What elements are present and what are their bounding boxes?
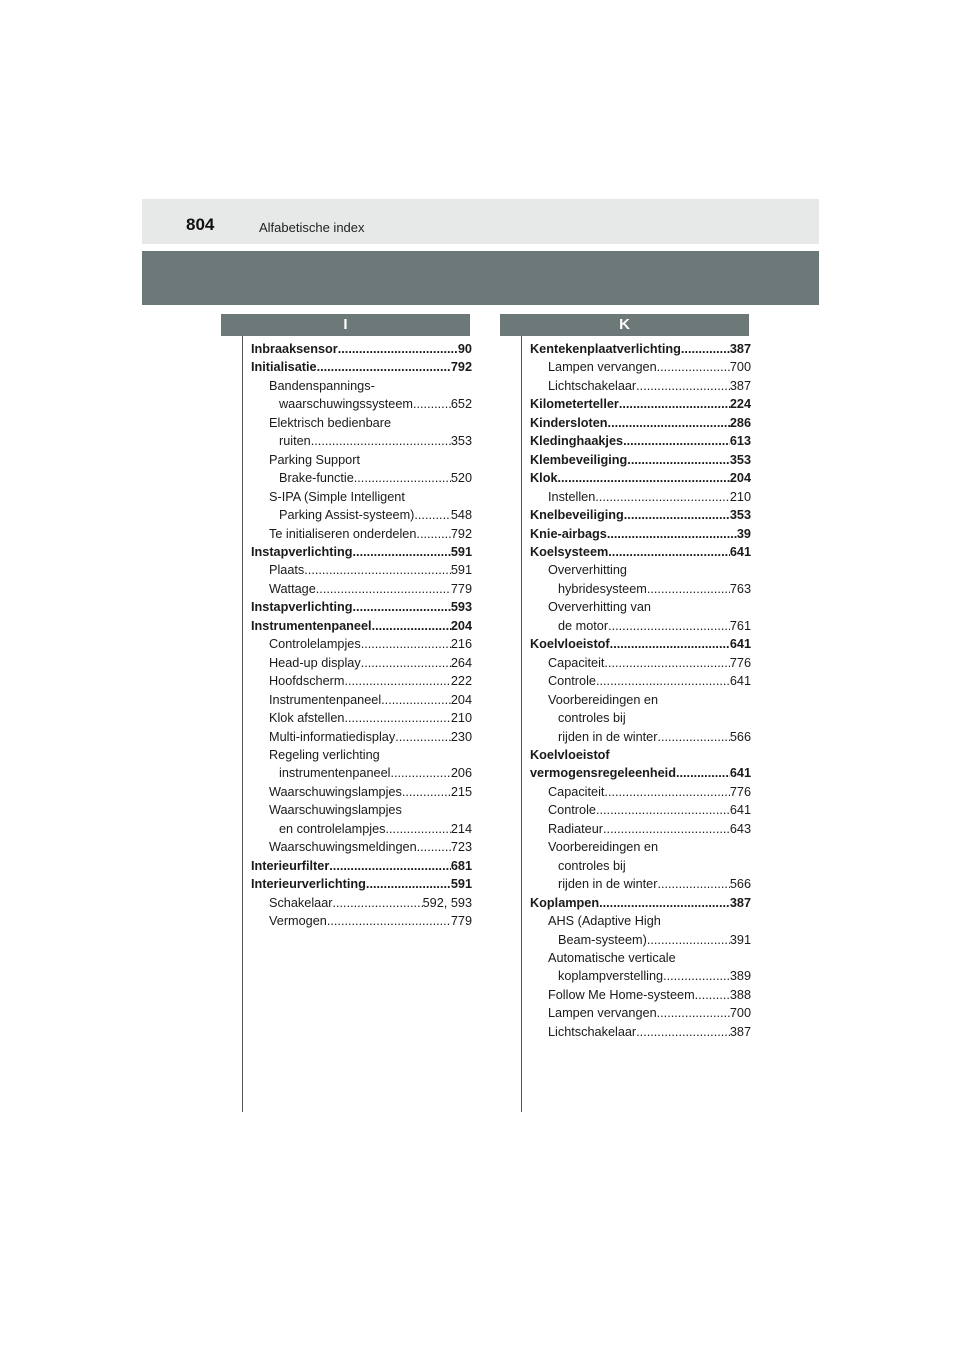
page-reference: 210 — [450, 711, 472, 726]
entry-text: Controle — [548, 803, 596, 818]
index-entry — [530, 746, 751, 783]
index-entry — [251, 598, 472, 616]
entry-text: Multi-informatiedisplay — [269, 729, 396, 744]
entry-text: Interieurverlichting — [251, 877, 366, 892]
dot-leader — [599, 894, 730, 912]
entry-text: Regeling verlichting — [269, 747, 380, 762]
entry-text: Klok — [530, 471, 558, 486]
page-reference: 591 — [450, 544, 472, 559]
dot-leader — [381, 691, 451, 709]
column-divider — [242, 336, 243, 1112]
index-entry — [530, 469, 751, 487]
index-subentry — [530, 820, 751, 838]
dot-leader — [623, 432, 730, 450]
dot-leader — [361, 654, 451, 672]
index-entry — [251, 617, 472, 635]
index-subentry — [530, 783, 751, 801]
page-reference: 641 — [729, 803, 751, 818]
dot-leader — [624, 506, 730, 524]
entry-text: Kledinghaakjes — [530, 434, 624, 449]
dot-leader — [636, 1023, 730, 1041]
header-title: Alfabetische index — [259, 220, 365, 235]
page-reference: 90 — [457, 342, 472, 356]
letter-heading-k: K — [500, 314, 749, 336]
dot-leader — [317, 358, 451, 376]
dot-leader — [676, 764, 730, 782]
letter-heading-i: I — [221, 314, 470, 336]
page-reference: 591 — [450, 877, 472, 892]
dot-leader — [402, 783, 451, 801]
dot-leader — [608, 617, 730, 635]
page-reference: 776 — [729, 784, 751, 799]
entry-text: Plaats — [269, 563, 305, 578]
page-reference: 210 — [729, 489, 751, 504]
page-reference: 641 — [729, 637, 751, 652]
index-subentry — [251, 691, 472, 709]
page-reference: 353 — [450, 434, 472, 449]
entry-text: Koelvloeistof — [530, 637, 610, 652]
entry-text: Oververhitting van — [548, 600, 651, 615]
dot-leader — [372, 617, 451, 635]
dot-leader — [361, 635, 451, 653]
page-reference: 353 — [729, 452, 751, 467]
entry-text: Elektrisch bedienbare — [269, 415, 392, 430]
dot-leader — [558, 469, 730, 487]
entry-text: Lampen vervangen — [548, 1006, 657, 1021]
index-subentry — [530, 654, 751, 672]
entry-text: S-IPA (Simple Intelligent — [269, 489, 405, 504]
entry-text: Te initialiseren onderdelen — [269, 526, 417, 541]
dot-leader — [627, 451, 730, 469]
page-reference: 204 — [450, 692, 472, 707]
column-divider — [521, 336, 522, 1112]
index-entry — [530, 543, 751, 561]
index-subentry — [530, 377, 751, 395]
page-reference: 204 — [450, 618, 472, 633]
page-reference: 641 — [729, 674, 751, 689]
entry-text: Instapverlichting — [251, 600, 353, 615]
dot-leader — [413, 395, 451, 413]
page-reference: 591 — [450, 563, 472, 578]
entry-text: vermogensregeleenheid — [530, 766, 676, 781]
dot-leader — [417, 838, 451, 856]
entry-text: Lichtschakelaar — [548, 378, 637, 393]
header-bar — [142, 199, 819, 244]
index-subentry — [530, 358, 751, 376]
entry-text: Koelvloeistof — [530, 747, 610, 762]
index-entry — [530, 525, 751, 543]
page-reference: 681 — [450, 858, 472, 873]
entry-text: Head-up display — [269, 655, 361, 670]
entry-text: Brake-functie — [279, 471, 354, 486]
page-reference: 204 — [729, 471, 751, 486]
index-entry — [530, 340, 751, 358]
entry-text: de motor — [558, 618, 609, 633]
index-subentry — [530, 986, 751, 1004]
entry-text: Kentekenplaatverlichting — [530, 342, 681, 356]
dot-leader — [386, 820, 451, 838]
page-reference: 592, 593 — [422, 895, 472, 910]
dot-leader — [657, 728, 729, 746]
entry-text: rijden in de winter — [558, 729, 658, 744]
index-entry — [530, 432, 751, 450]
entry-text: Vermogen — [269, 914, 327, 929]
page-reference: 566 — [729, 729, 751, 744]
dot-leader — [657, 358, 730, 376]
page-reference: 224 — [729, 397, 751, 412]
dot-leader — [647, 931, 730, 949]
page-reference: 389 — [729, 969, 751, 984]
dot-leader — [329, 857, 451, 875]
index-entry — [530, 451, 751, 469]
entry-text: Beam-systeem) — [558, 932, 647, 947]
index-entry — [251, 857, 472, 875]
index-subentry — [251, 525, 472, 543]
entry-text: Knie-airbags — [530, 526, 607, 541]
index-subentry — [251, 414, 472, 451]
dot-leader — [304, 561, 451, 579]
entry-text: rijden in de winter — [558, 877, 658, 892]
index-subentry — [251, 635, 472, 653]
dot-leader — [332, 894, 422, 912]
dot-leader — [366, 875, 451, 893]
dot-leader — [344, 672, 450, 690]
index-subentry — [251, 709, 472, 727]
page-reference: 391 — [729, 932, 751, 947]
index-subentry — [251, 377, 472, 414]
entry-text: controles bij — [558, 858, 626, 873]
entry-text: Capaciteit — [548, 655, 605, 670]
entry-text: Waarschuwingslampjes — [269, 784, 402, 799]
dot-leader — [595, 488, 730, 506]
index-entry — [530, 414, 751, 432]
entry-text: Klembeveiliging — [530, 452, 628, 467]
entry-text: Schakelaar — [269, 895, 333, 910]
dot-leader — [610, 635, 730, 653]
dot-leader — [607, 525, 737, 543]
index-subentry — [530, 691, 751, 746]
page-reference: 723 — [450, 840, 472, 855]
page-reference: 641 — [729, 766, 751, 781]
entry-text: hybridesysteem — [558, 581, 647, 596]
index-subentry — [251, 561, 472, 579]
page-reference: 264 — [450, 655, 472, 670]
page-reference: 286 — [729, 415, 751, 430]
dot-leader — [338, 340, 458, 358]
entry-text: Waarschuwingsmeldingen — [269, 840, 417, 855]
index-subentry — [530, 801, 751, 819]
page-reference: 222 — [450, 674, 472, 689]
entry-text: Koplampen — [530, 895, 600, 910]
page-reference: 763 — [729, 581, 751, 596]
index-subentry — [251, 728, 472, 746]
dot-leader — [354, 469, 451, 487]
page-reference: 230 — [450, 729, 472, 744]
page-reference: 216 — [450, 637, 472, 652]
entry-text: Oververhitting — [548, 563, 627, 578]
page-reference: 548 — [450, 508, 472, 523]
page-reference: 761 — [729, 618, 751, 633]
index-entry — [530, 395, 751, 413]
page-reference: 215 — [450, 784, 472, 799]
entry-text: Instrumentenpaneel — [251, 618, 372, 633]
entry-text: Knelbeveiliging — [530, 508, 624, 523]
page-reference: 388 — [729, 987, 751, 1002]
dot-leader — [353, 598, 451, 616]
dot-leader — [311, 432, 451, 450]
page-reference: 593 — [450, 600, 472, 615]
dot-leader — [327, 912, 451, 930]
page-reference: 776 — [729, 655, 751, 670]
entry-text: Koelsysteem — [530, 544, 609, 559]
page-reference: 566 — [729, 877, 751, 892]
page-reference: 643 — [729, 821, 751, 836]
entry-text: Instellen — [548, 489, 596, 504]
entry-text: Controle — [548, 674, 596, 689]
entry-text: controles bij — [558, 711, 626, 726]
dot-leader — [603, 820, 730, 838]
entry-text: Lichtschakelaar — [548, 1024, 637, 1039]
index-entry — [530, 506, 751, 524]
entry-text: Automatische verticale — [548, 950, 676, 965]
entry-text: AHS (Adaptive High — [548, 914, 661, 929]
entry-text: Hoofdscherm — [269, 674, 345, 689]
dot-leader — [619, 395, 730, 413]
page-reference: 387 — [729, 895, 751, 910]
dot-leader — [657, 1004, 730, 1022]
index-subentry — [251, 838, 472, 856]
dot-leader — [596, 672, 730, 690]
entry-text: Controlelampjes — [269, 637, 361, 652]
index-subentry — [251, 912, 472, 930]
page-reference: 206 — [450, 766, 472, 781]
page-reference: 792 — [450, 526, 472, 541]
entry-text: Instrumentenpaneel — [269, 692, 382, 707]
entry-text: Wattage — [269, 581, 316, 596]
index-subentry — [251, 801, 472, 838]
entry-text: Follow Me Home-systeem — [548, 987, 695, 1002]
page-reference: 613 — [729, 434, 751, 449]
page-reference: 700 — [729, 360, 751, 375]
dot-leader — [695, 986, 730, 1004]
index-subentry — [530, 949, 751, 986]
index-entry — [251, 358, 472, 376]
dot-leader — [636, 377, 730, 395]
dot-leader — [608, 414, 730, 432]
dot-leader — [604, 654, 729, 672]
index-subentry — [251, 746, 472, 783]
dot-leader — [608, 543, 730, 561]
page-reference: 387 — [729, 1024, 751, 1039]
dot-leader — [316, 580, 451, 598]
entry-text: Kilometerteller — [530, 397, 619, 412]
index-entry — [251, 875, 472, 893]
entry-text: Parking Assist-systeem) — [279, 508, 415, 523]
index-subentry — [530, 672, 751, 690]
entry-text: Interieurfilter — [251, 858, 330, 873]
entry-text: Radiateur — [548, 821, 604, 836]
index-subentry — [251, 451, 472, 488]
page-reference: 520 — [450, 471, 472, 486]
dot-leader — [596, 801, 730, 819]
index-subentry — [251, 783, 472, 801]
entry-text: Inbraaksensor — [251, 342, 338, 356]
dot-leader — [647, 580, 730, 598]
index-subentry — [251, 488, 472, 525]
index-subentry — [251, 894, 472, 912]
page-reference: 353 — [729, 508, 751, 523]
entry-text: koplampverstelling — [558, 969, 664, 984]
index-entry — [530, 635, 751, 653]
index-subentry — [251, 654, 472, 672]
entry-text: ruiten — [279, 434, 311, 449]
index-entry — [251, 340, 472, 358]
header-band — [142, 251, 819, 305]
index-subentry — [251, 580, 472, 598]
page-reference: 792 — [450, 360, 472, 375]
index-entry — [251, 543, 472, 561]
page-reference: 214 — [450, 821, 472, 836]
entry-text: Lampen vervangen — [548, 360, 657, 375]
entry-text: Capaciteit — [548, 784, 605, 799]
dot-leader — [390, 764, 450, 782]
page-reference: 779 — [450, 581, 472, 596]
entry-text: Bandenspannings- — [269, 378, 375, 393]
index-subentry — [530, 488, 751, 506]
entry-text: Initialisatie — [251, 360, 317, 375]
dot-leader — [663, 967, 730, 985]
index-subentry — [530, 1004, 751, 1022]
page-reference: 652 — [450, 397, 472, 412]
entry-text: Kindersloten — [530, 415, 608, 430]
entry-text: Voorbereidingen en — [548, 692, 659, 707]
entry-text: Parking Support — [269, 452, 360, 467]
page-reference: 779 — [450, 914, 472, 929]
page-reference: 387 — [729, 342, 751, 356]
entry-text: Instapverlichting — [251, 544, 353, 559]
dot-leader — [414, 506, 450, 524]
page-reference: 700 — [729, 1006, 751, 1021]
page-number: 804 — [186, 215, 215, 234]
dot-leader — [681, 340, 730, 358]
index-subentry — [251, 672, 472, 690]
dot-leader — [344, 709, 450, 727]
entry-text: Klok afstellen — [269, 711, 345, 726]
dot-leader — [657, 875, 729, 893]
index-column-k — [530, 340, 751, 1041]
index-subentry — [530, 561, 751, 598]
entry-text: instrumentenpaneel — [279, 766, 391, 781]
index-entry — [530, 894, 751, 912]
dot-leader — [416, 525, 450, 543]
dot-leader — [353, 543, 451, 561]
page-reference: 641 — [729, 544, 751, 559]
dot-leader — [604, 783, 729, 801]
index-subentry — [530, 912, 751, 949]
page-reference: 387 — [729, 378, 751, 393]
entry-text: en controlelampjes — [279, 821, 386, 836]
index-subentry — [530, 598, 751, 635]
dot-leader — [395, 728, 451, 746]
index-column-i — [251, 340, 472, 931]
entry-text: Waarschuwingslampjes — [269, 803, 402, 818]
index-subentry — [530, 1023, 751, 1041]
entry-text: Voorbereidingen en — [548, 840, 659, 855]
page-reference: 39 — [736, 526, 751, 541]
index-subentry — [530, 838, 751, 893]
entry-text: waarschuwingssysteem — [279, 397, 413, 412]
